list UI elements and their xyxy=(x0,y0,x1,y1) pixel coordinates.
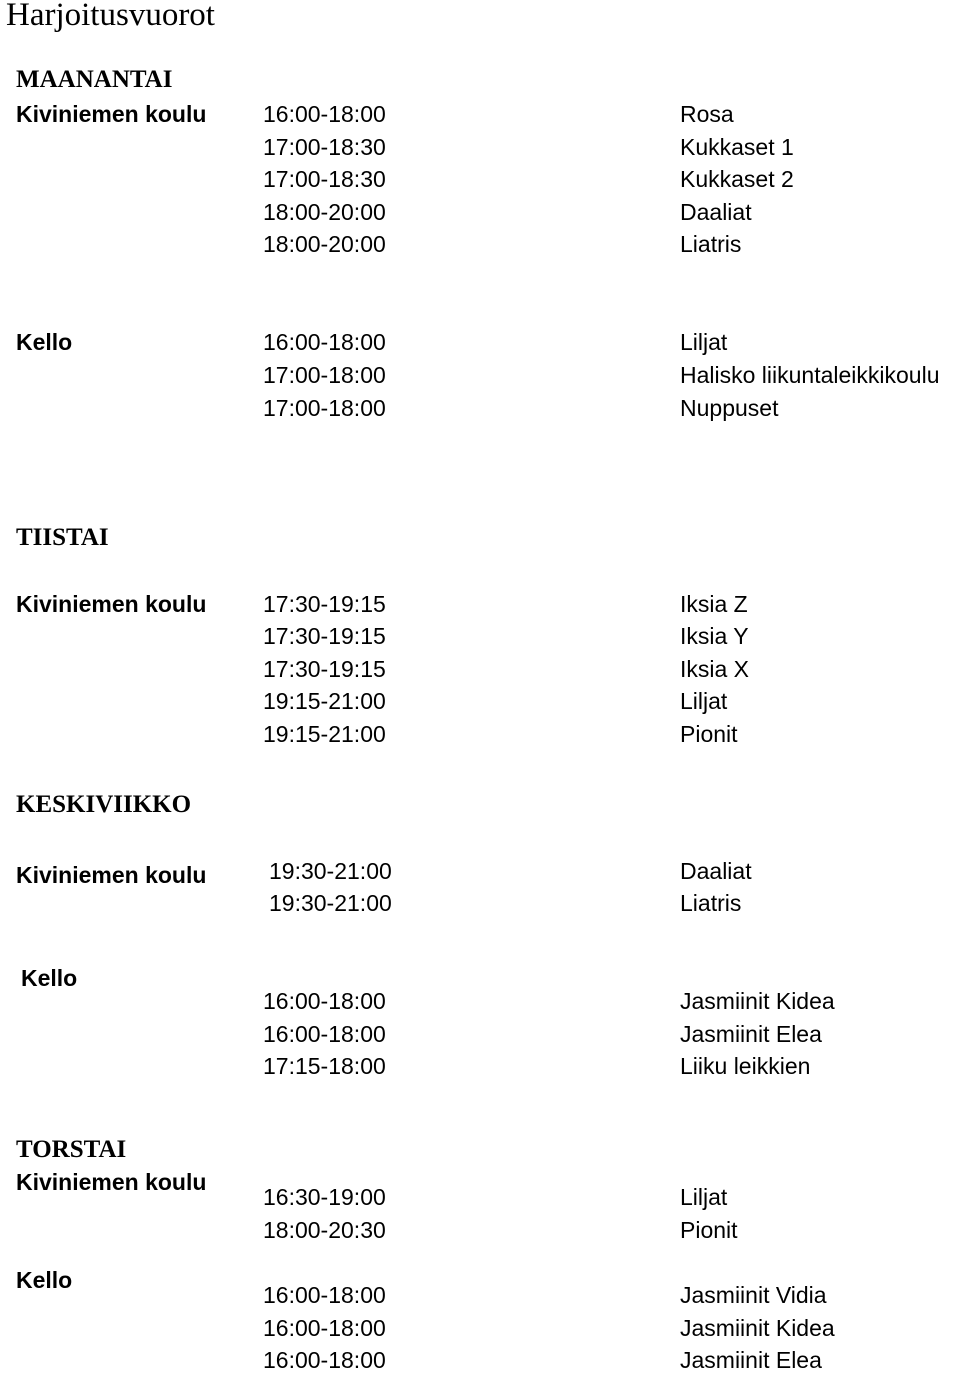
slot-group: Iksia X xyxy=(680,656,750,682)
slot-time: 16:00-18:00 xyxy=(263,1282,386,1308)
location-label-kello: Kello xyxy=(16,329,73,355)
slot-time: 17:15-18:00 xyxy=(263,1053,386,1079)
slot-group: Jasmiinit Kidea xyxy=(680,988,835,1014)
slot-group: Liljat xyxy=(680,329,728,355)
slot-group: Liljat xyxy=(680,688,728,714)
slot-time: 16:00-18:00 xyxy=(263,1347,386,1373)
slot-group: Kukkaset 1 xyxy=(680,134,794,160)
slot-group: Liatris xyxy=(680,231,742,257)
location-label-kello: Kello xyxy=(21,965,78,991)
slot-group: Liatris xyxy=(680,890,742,916)
slot-group: Jasmiinit Vidia xyxy=(680,1282,827,1308)
location-label-kiviniemi: Kiviniemen koulu xyxy=(16,1169,207,1195)
slot-group: Pionit xyxy=(680,1217,738,1243)
slot-group: Jasmiinit Elea xyxy=(680,1021,822,1047)
day-heading-maanantai: MAANANTAI xyxy=(16,66,173,93)
slot-group: Jasmiinit Elea xyxy=(680,1347,822,1373)
location-label-kiviniemi: Kiviniemen koulu xyxy=(16,101,207,127)
slot-group: Kukkaset 2 xyxy=(680,166,794,192)
slot-time: 16:00-18:00 xyxy=(263,101,386,127)
slot-time: 18:00-20:00 xyxy=(263,231,386,257)
slot-group: Nuppuset xyxy=(680,395,779,421)
slot-group: Daaliat xyxy=(680,199,752,225)
slot-time: 19:30-21:00 xyxy=(269,890,392,916)
slot-group: Liljat xyxy=(680,1184,728,1210)
slot-time: 17:00-18:00 xyxy=(263,395,386,421)
slot-time: 17:00-18:00 xyxy=(263,362,386,388)
location-label-kiviniemi: Kiviniemen koulu xyxy=(16,862,207,888)
slot-time: 16:00-18:00 xyxy=(263,1315,386,1341)
slot-group: Iksia Z xyxy=(680,591,748,617)
slot-time: 17:00-18:30 xyxy=(263,134,386,160)
location-label-kello: Kello xyxy=(16,1267,73,1293)
slot-group: Daaliat xyxy=(680,858,752,884)
slot-time: 16:00-18:00 xyxy=(263,1021,386,1047)
day-heading-keskiviikko: KESKIVIIKKO xyxy=(16,791,192,818)
day-heading-tiistai: TIISTAI xyxy=(16,524,109,551)
slot-time: 18:00-20:30 xyxy=(263,1217,386,1243)
slot-time: 17:30-19:15 xyxy=(263,591,386,617)
slot-time: 17:30-19:15 xyxy=(263,656,386,682)
slot-group: Jasmiinit Kidea xyxy=(680,1315,835,1341)
slot-group: Rosa xyxy=(680,101,734,127)
slot-time: 18:00-20:00 xyxy=(263,199,386,225)
day-heading-torstai: TORSTAI xyxy=(16,1136,127,1163)
location-label-kiviniemi: Kiviniemen koulu xyxy=(16,591,207,617)
slot-group: Iksia Y xyxy=(680,623,749,649)
slot-time: 16:00-18:00 xyxy=(263,329,386,355)
slot-time: 17:30-19:15 xyxy=(263,623,386,649)
slot-group: Liiku leikkien xyxy=(680,1053,811,1079)
slot-time: 17:00-18:30 xyxy=(263,166,386,192)
slot-group: Pionit xyxy=(680,721,738,747)
slot-time: 19:15-21:00 xyxy=(263,721,386,747)
page-title: Harjoitusvuorot xyxy=(6,0,215,33)
slot-time: 16:30-19:00 xyxy=(263,1184,386,1210)
slot-group: Halisko liikuntaleikkikoulu xyxy=(680,362,940,388)
slot-time: 19:15-21:00 xyxy=(263,688,386,714)
slot-time: 19:30-21:00 xyxy=(269,858,392,884)
slot-time: 16:00-18:00 xyxy=(263,988,386,1014)
